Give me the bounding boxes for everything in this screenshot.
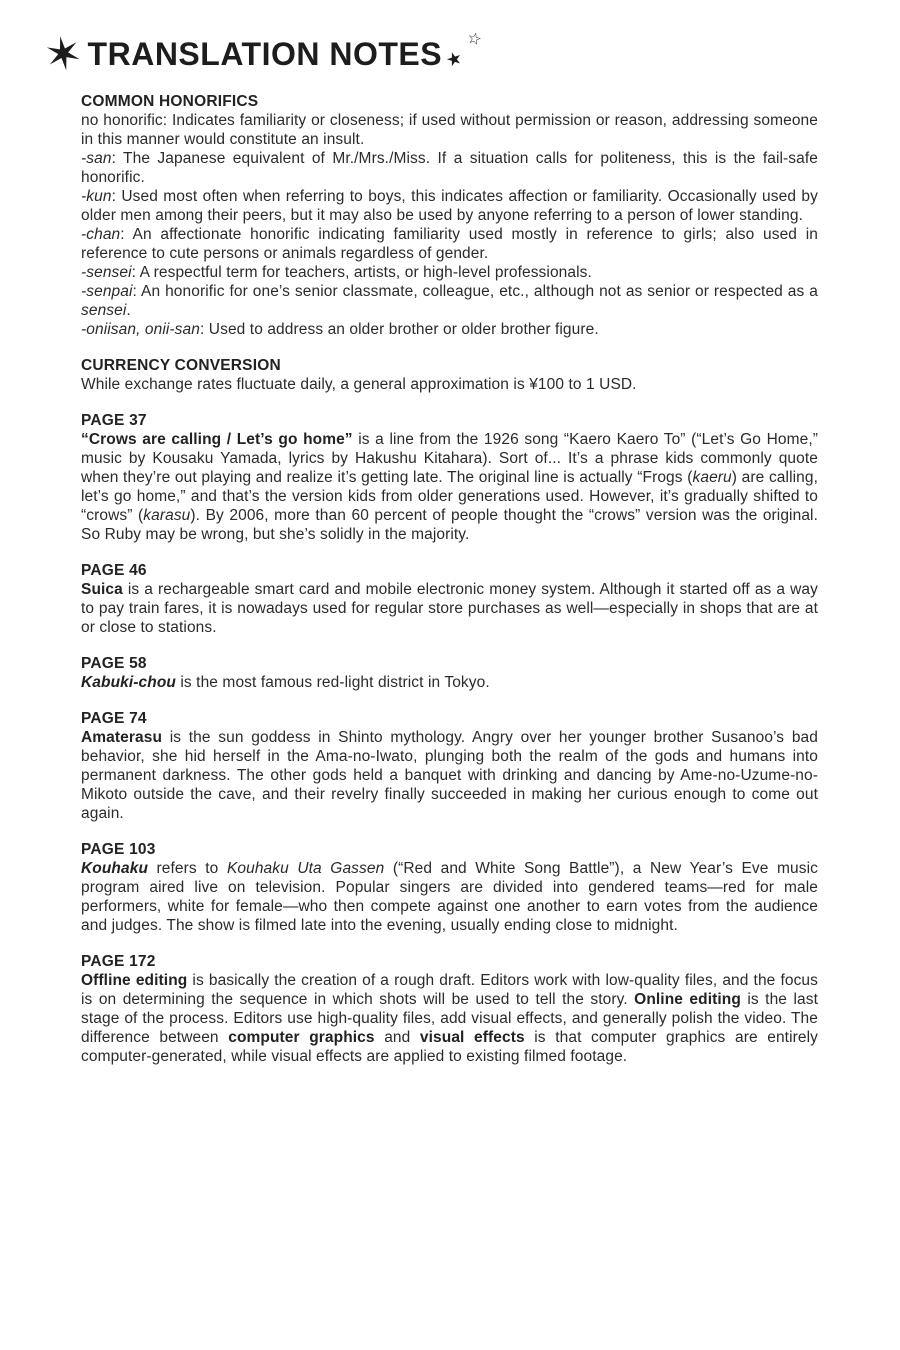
note-section xyxy=(81,411,818,544)
note-section xyxy=(81,709,818,823)
note-section xyxy=(81,92,818,339)
star-cluster xyxy=(443,29,488,78)
notes-main xyxy=(81,92,818,1066)
note-paragraph: -kun: Used most often when referring to boys, this indicates affection or familiarity. Occasionally used by older men among their peers, but it may also be used by anyone referring to a person of lower standing. xyxy=(81,188,818,224)
note-section xyxy=(81,561,818,637)
note-paragraph: -chan: An affectionate honorific indicating familiarity used mostly in reference to girls; also used in reference to cute persons or animals regardless of gender. xyxy=(81,226,818,262)
page-header xyxy=(39,25,488,83)
note-heading: PAGE 58 xyxy=(81,655,147,672)
note-section xyxy=(81,952,818,1066)
note-paragraph: While exchange rates fluctuate daily, a general approximation is ¥100 to 1 USD. xyxy=(81,376,637,393)
note-paragraph: -sensei: A respectful term for teachers, artists, or high-level professionals. xyxy=(81,264,592,281)
note-heading: CURRENCY CONVERSION xyxy=(81,357,281,374)
note-paragraph: Offline editing is basically the creation of a rough draft. Editors work with low-quality files, and the focus is on determining the sequence in which shots will be used to tell the story. Online editing is the last stage of the process. Editors use high-quality files, add visual effects, and generally polish the video. The difference between computer graphics and visual effects is that computer graphics are entirely computer-generated, while visual effects are applied to existing filmed footage. xyxy=(81,972,819,1065)
note-paragraph: Amaterasu is the sun goddess in Shinto mythology. Angry over her younger brother Susanoo’s bad behavior, she hid herself in the Ama-no-Iwato, plunging both the realm of the gods and humans into permanent darkness. The other gods held a banquet with drinking and dancing by Ame-no-Uzume-no-Mikoto outside the cave, and their revelry finally succeeded in making her curious enough to come out again. xyxy=(81,729,818,822)
note-paragraph: Suica is a rechargeable smart card and mobile electronic money system. Although it started off as a way to pay train fares, it is nowadays used for regular store purchases as well—especially in shops that are at or close to stations. xyxy=(81,581,818,636)
note-heading: PAGE 46 xyxy=(81,562,147,579)
note-paragraph: Kouhaku refers to Kouhaku Uta Gassen (“Red and White Song Battle”), a New Year’s Eve music program aired live on television. Popular singers are divided into gendered teams—red for male performers, white for female—who then compete against one another to earn votes from the audience and judges. The show is filmed late into the evening, usually ending close to midnight. xyxy=(81,860,818,934)
note-heading: PAGE 103 xyxy=(81,841,156,858)
note-heading: PAGE 172 xyxy=(81,953,156,970)
page-title: TRANSLATION NOTES xyxy=(87,36,443,72)
note-heading: COMMON HONORIFICS xyxy=(81,93,259,110)
note-paragraph: -oniisan, onii-san: Used to address an older brother or older brother figure. xyxy=(81,321,599,338)
note-heading: PAGE 37 xyxy=(81,412,147,429)
note-paragraph: -senpai: An honorific for one’s senior classmate, colleague, etc., although not as senior or respected as a sensei. xyxy=(81,283,818,319)
note-paragraph: no honorific: Indicates familiarity or closeness; if used without permission or reason, addressing someone in this manner would constitute an insult. xyxy=(81,112,818,148)
big-star-icon: ✶ xyxy=(39,25,87,83)
small-filled-star-icon: ★ xyxy=(443,46,465,72)
note-heading: PAGE 74 xyxy=(81,710,147,727)
small-outline-star-icon: ☆ xyxy=(465,29,484,50)
note-paragraph: -san: The Japanese equivalent of Mr./Mrs./Miss. If a situation calls for politeness, this is the fail-safe honorific. xyxy=(81,150,818,186)
note-section xyxy=(81,654,818,692)
note-section xyxy=(81,840,818,935)
note-paragraph: Kabuki-chou is the most famous red-light district in Tokyo. xyxy=(81,674,490,691)
note-section xyxy=(81,356,818,394)
note-paragraph: “Crows are calling / Let’s go home” is a line from the 1926 song “Kaero Kaero To” (“Let’s Go Home,” music by Kousaku Yamada, lyrics by Hakushu Kitahara). Sort of... It’s a phrase kids commonly quote when they’re out playing and realize it’s getting late. The original line is actually “Frogs (kaeru) are calling, let’s go home,” and that’s the version kids from older generations used. However, it’s gradually shifted to “crows” (karasu). By 2006, more than 60 percent of people thought the “crows” version was the original. So Ruby may be wrong, but she’s solidly in the majority. xyxy=(81,431,819,543)
